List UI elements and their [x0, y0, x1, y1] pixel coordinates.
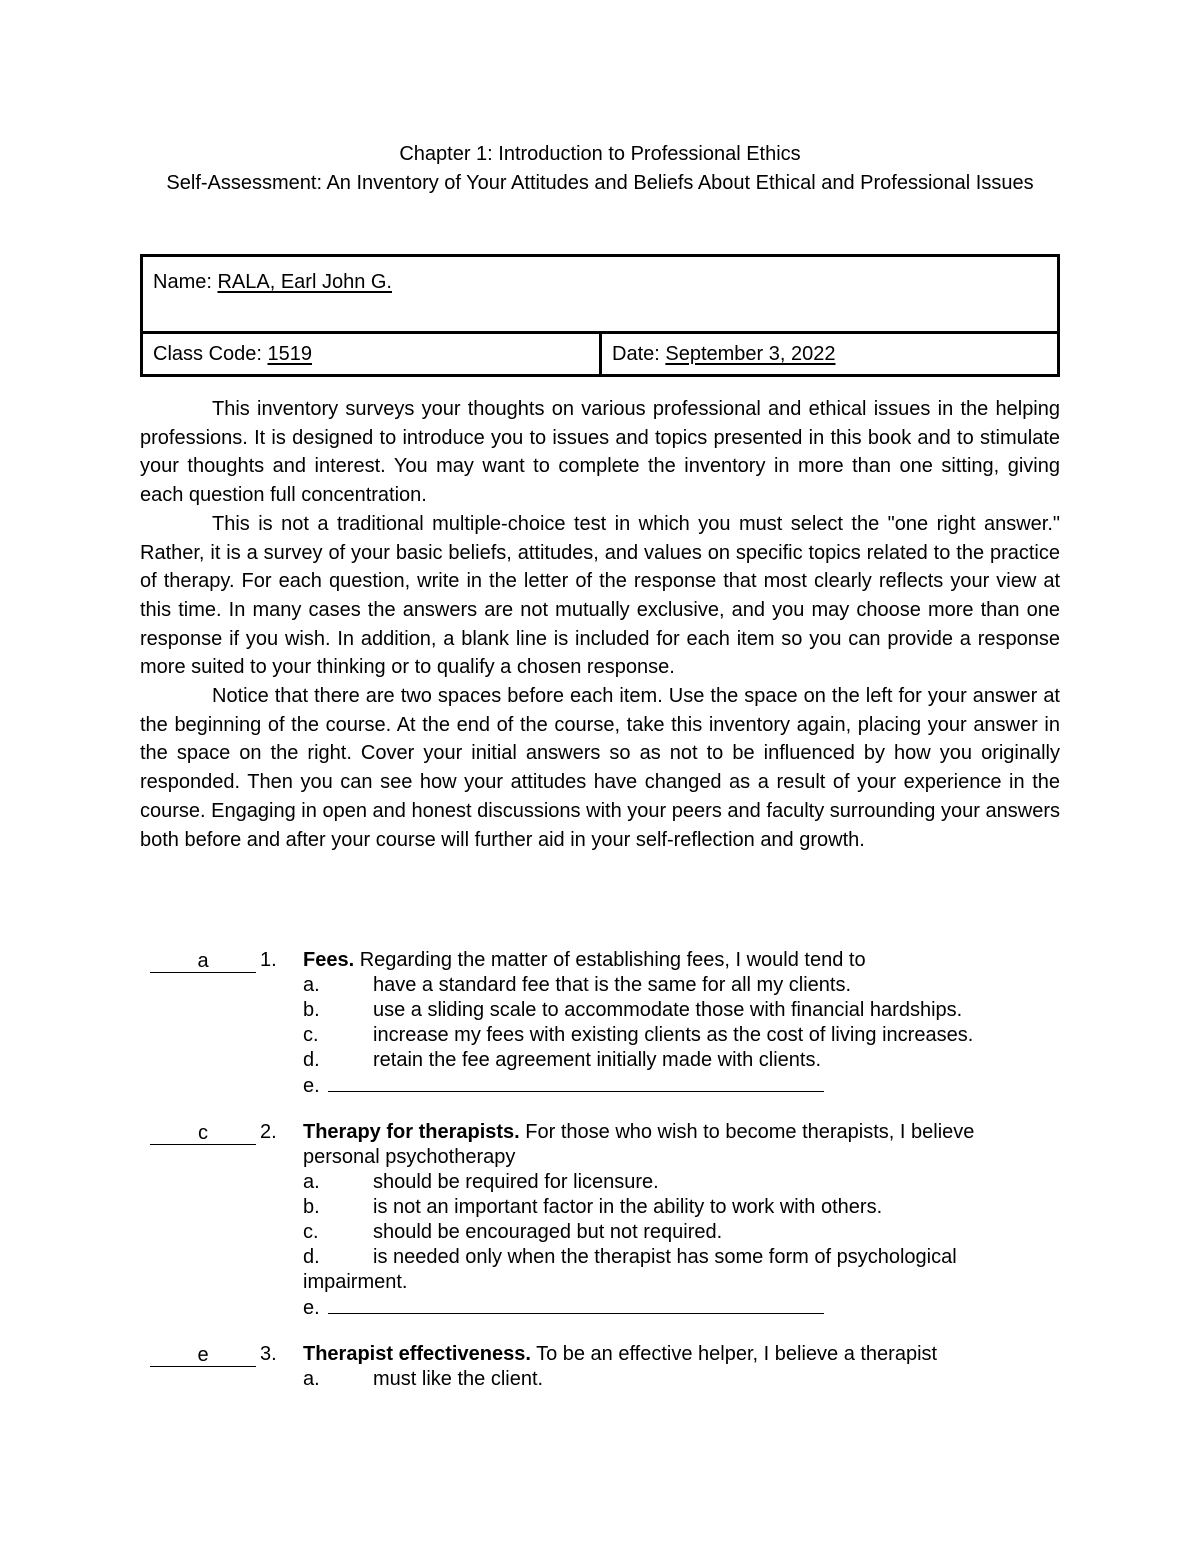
option-letter: b.	[303, 1196, 320, 1218]
item-number: 2.	[260, 1121, 277, 1143]
date-label: Date:	[612, 342, 666, 365]
date-cell	[601, 333, 1059, 376]
item-number: 3.	[260, 1343, 277, 1365]
instructions-paragraph-3: Notice that there are two spaces before each item. Use the space on the left for your answer at the beginning of the course. At the end of the course, take this inventory again, placing your answer in the space on the right. Cover your initial answers so as not to be influenced by how you originally responded. Then you can see how your attitudes have changed as a result of your experience in the course. Engaging in open and honest discussions with your peers and faculty surrounding your answers both before and after your course will further aid in your self-reflection and growth.	[140, 685, 1060, 851]
answer-blank[interactable]: e	[150, 1344, 256, 1367]
class-code-value: 1519	[267, 342, 312, 365]
instructions-paragraph-1: This inventory surveys your thoughts on various professional and ethical issues in the helping professions. It is designed to introduce you to issues and topics presented in this book and to stimulate your thoughts and interest. You may want to complete the inventory in more than one sitting, giving each question full concentration.	[140, 398, 1060, 507]
option-letter: c.	[303, 1024, 319, 1046]
inventory-item-2	[0, 1120, 1200, 1320]
class-code-label: Class Code:	[153, 342, 268, 365]
item-question	[303, 1120, 1063, 1145]
name-value: RALA, Earl John G.	[217, 271, 392, 293]
option-text: should be required for licensure.	[373, 1171, 659, 1193]
option-letter: d.	[303, 1246, 320, 1268]
option-text: retain the fee agreement initially made with clients.	[373, 1049, 822, 1071]
option-row	[0, 1220, 1200, 1245]
option-text-continued: impairment.	[303, 1271, 408, 1293]
item-prompt-continued: personal psychotherapy	[303, 1146, 516, 1168]
other-response-line[interactable]	[328, 1073, 824, 1092]
option-row	[0, 1367, 1200, 1392]
option-letter: b.	[303, 999, 320, 1021]
option-letter: e.	[303, 1297, 320, 1319]
answer-blank[interactable]: a	[150, 950, 256, 973]
assessment-subtitle: Self-Assessment: An Inventory of Your Attitudes and Beliefs About Ethical and Professional Issues	[166, 172, 1034, 194]
item-prompt: To be an effective helper, I believe a therapist	[530, 1343, 938, 1365]
option-letter: c.	[303, 1221, 319, 1243]
name-label: Name:	[153, 271, 218, 293]
inventory-items	[0, 948, 1200, 1392]
option-text: have a standard fee that is the same for all my clients.	[373, 974, 852, 996]
item-question	[303, 948, 1063, 973]
option-row	[0, 1048, 1200, 1073]
class-code-cell	[142, 333, 601, 376]
option-letter: e.	[303, 1075, 320, 1097]
option-letter: d.	[303, 1049, 320, 1071]
option-text: is not an important factor in the ability to work with others.	[373, 1196, 883, 1218]
chapter-title: Chapter 1: Introduction to Professional Ethics	[399, 143, 801, 165]
option-text: is needed only when the therapist has some form of psychological	[373, 1246, 957, 1268]
item-prompt: For those who wish to become therapists, I believe	[519, 1121, 975, 1143]
item-question	[303, 1342, 1063, 1367]
option-row-other	[0, 1073, 1200, 1098]
option-row	[0, 1195, 1200, 1220]
option-row	[0, 1245, 1200, 1270]
student-info-table	[140, 254, 1060, 377]
date-value: September 3, 2022	[665, 342, 836, 365]
option-text: increase my fees with existing clients as the cost of living increases.	[373, 1024, 974, 1046]
option-text: use a sliding scale to accommodate those with financial hardships.	[373, 999, 963, 1021]
option-row	[0, 973, 1200, 998]
item-topic: Therapy for therapists.	[303, 1121, 520, 1143]
item-prompt: Regarding the matter of establishing fees, I would tend to	[354, 949, 866, 971]
inventory-item-3	[0, 1342, 1200, 1392]
answer-blank[interactable]: c	[150, 1122, 256, 1145]
inventory-item-1	[0, 948, 1200, 1098]
other-response-line[interactable]	[328, 1295, 824, 1314]
option-letter: a.	[303, 1171, 320, 1193]
item-number: 1.	[260, 949, 277, 971]
option-row-other	[0, 1295, 1200, 1320]
option-letter: a.	[303, 1368, 320, 1390]
option-row	[0, 1023, 1200, 1048]
option-row	[0, 1170, 1200, 1195]
instructions	[140, 395, 1060, 854]
option-letter: a.	[303, 974, 320, 996]
option-row	[0, 998, 1200, 1023]
option-text: should be encouraged but not required.	[373, 1221, 723, 1243]
name-cell	[142, 256, 1059, 333]
option-text: must like the client.	[373, 1368, 544, 1390]
item-topic: Therapist effectiveness.	[303, 1343, 531, 1365]
item-topic: Fees.	[303, 949, 355, 971]
instructions-paragraph-2: This is not a traditional multiple-choice test in which you must select the "one right answer." Rather, it is a survey of your basic beliefs, attitudes, and values on specific topics related to the practice of therapy. For each question, write in the letter of the response that most clearly reflects your view at this time. In many cases the answers are not mutually exclusive, and you may choose more than one response if you wish. In addition, a blank line is included for each item so you can provide a response more suited to your thinking or to qualify a chosen response.	[140, 512, 1060, 679]
